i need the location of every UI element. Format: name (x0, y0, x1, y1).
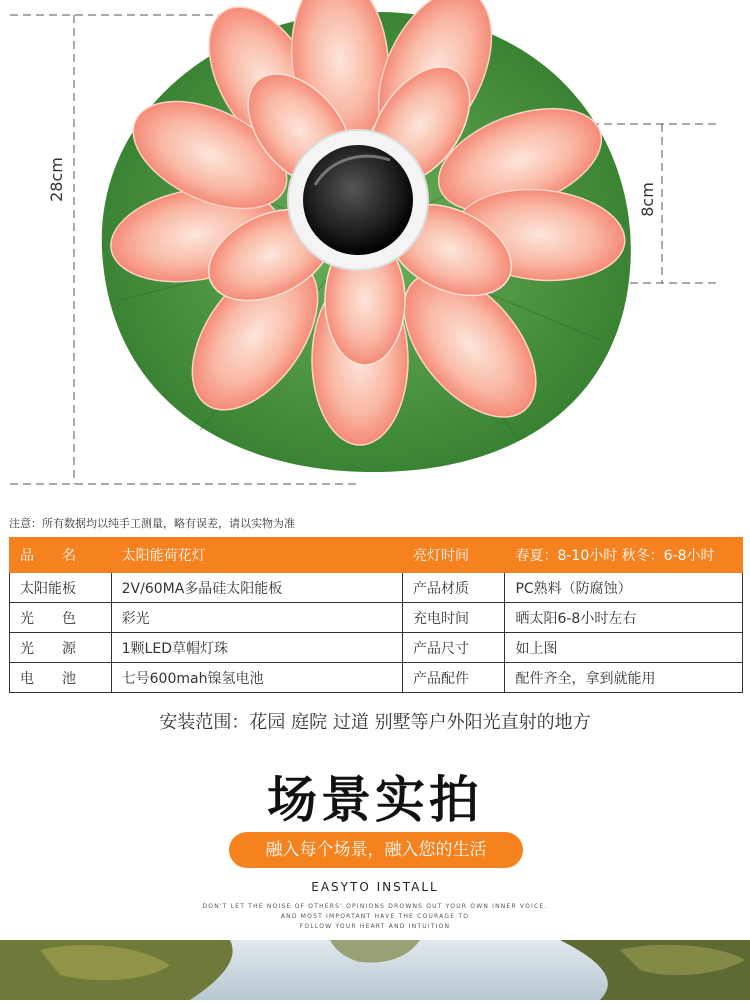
header-cell: 亮灯时间 (403, 538, 505, 573)
table-cell: 电 池 (10, 663, 112, 693)
spec-table (9, 537, 743, 693)
header-cell: 春夏：8-10小时 秋冬：6-8小时 (505, 538, 743, 573)
measurement-note: 注意：所有数据均以纯手工测量，略有误差，请以实物为准 (9, 517, 295, 530)
table-cell: 太阳能板 (10, 573, 112, 603)
table-row (10, 633, 743, 663)
table-cell: 晒太阳6-8小时左右 (505, 603, 743, 633)
header-cell: 品 名 (10, 538, 112, 573)
table-cell: 配件齐全，拿到就能用 (505, 663, 743, 693)
table-cell: 产品材质 (403, 573, 505, 603)
slogan-line: AND MOST IMPORTANT HAVE THE COURAGE TO (280, 913, 470, 920)
slogan-line: FOLLOW YOUR HEART AND INTUITION (299, 923, 451, 930)
scene-photo (0, 940, 750, 1000)
header-cell: 太阳能荷花灯 (111, 538, 402, 573)
slogan-line: DON'T LET THE NOISE OF OTHERS' OPINIONS DROWNS OUT YOUR OWN INNER VOICE. (202, 903, 548, 910)
table-cell: PC熟料（防腐蚀） (505, 573, 743, 603)
table-cell: 2V/60MA多晶硅太阳能板 (111, 573, 402, 603)
table-cell: 充电时间 (403, 603, 505, 633)
table-row (10, 573, 743, 603)
table-cell: 光 源 (10, 633, 112, 663)
table-cell: 光 色 (10, 603, 112, 633)
table-cell: 1颗LED草帽灯珠 (111, 633, 402, 663)
install-range-text: 安装范围：花园 庭院 过道 别墅等户外阳光直射的地方 (159, 712, 591, 733)
table-cell: 如上图 (505, 633, 743, 663)
core-dimension-label: 8cm (637, 182, 657, 217)
table-cell: 彩光 (111, 603, 402, 633)
table-cell: 产品尺寸 (403, 633, 505, 663)
product-illustration (0, 0, 750, 500)
table-row (10, 663, 743, 693)
scene-title: 场景实拍 (267, 771, 483, 829)
table-header-row (10, 538, 743, 573)
height-dimension-label: 28cm (46, 157, 66, 202)
table-cell: 七号600mah镍氢电池 (111, 663, 402, 693)
brand-caption: EASYTO INSTALL (311, 880, 439, 894)
table-row (10, 603, 743, 633)
table-cell: 产品配件 (403, 663, 505, 693)
lotus-lamp-image (0, 0, 750, 500)
scene-subtitle-badge: 融入每个场景，融入您的生活 (229, 832, 523, 868)
solar-panel (303, 145, 413, 255)
